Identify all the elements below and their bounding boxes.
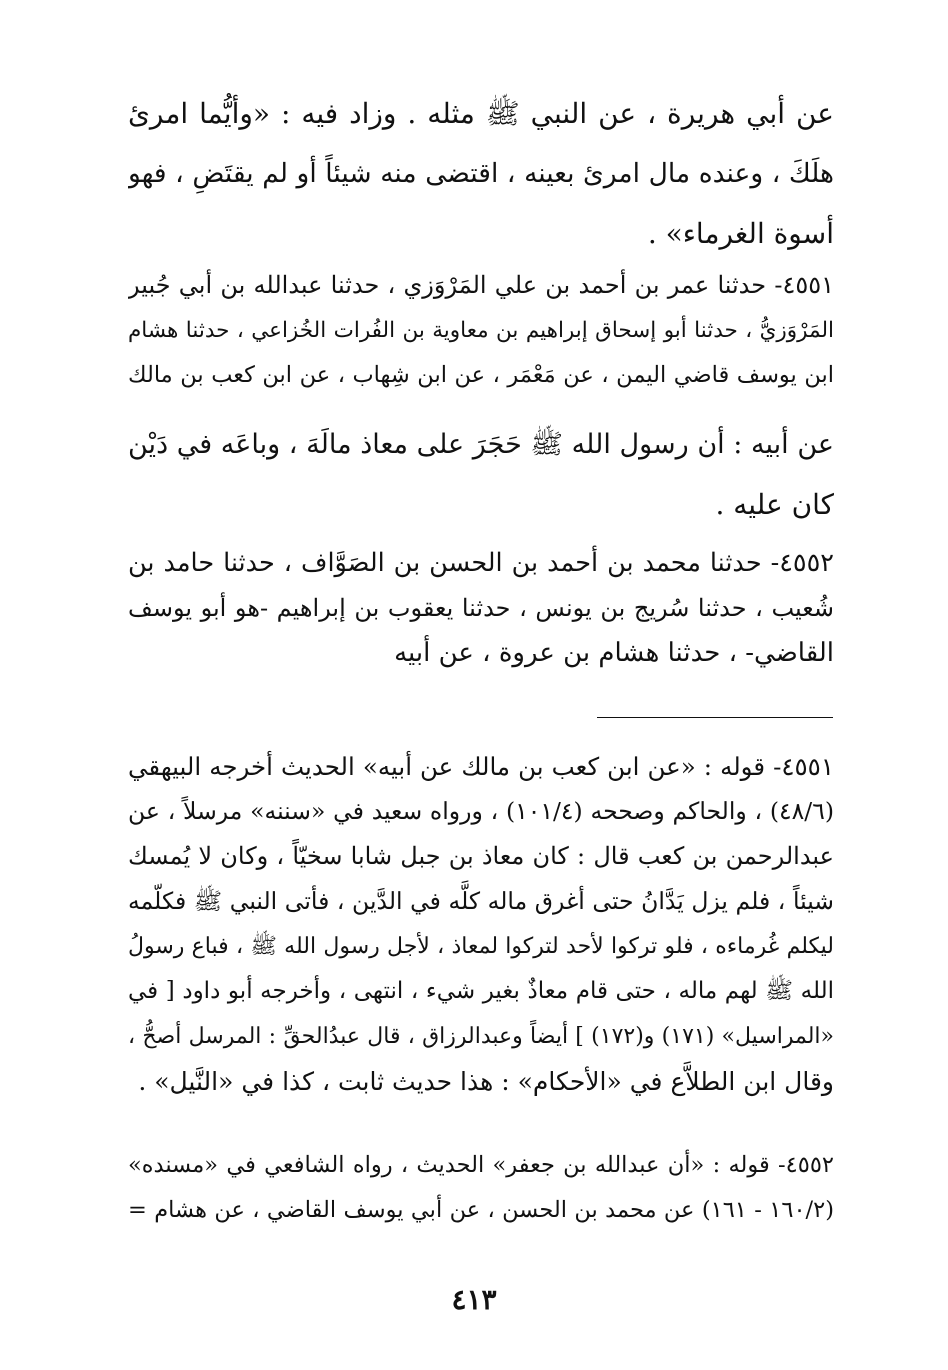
footnote-line: ليكلم غُرماءه ، فلو تركوا لأحد لتركوا لمعاذ ، لأجل رسول الله ﷺ ، فباع رسولُ <box>128 934 834 959</box>
footnote-line: ٤٥٥٢- قوله : «أن عبدالله بن جعفر» الحديث ، رواه الشافعي في «مسنده» <box>128 1152 834 1178</box>
footnote-4552 <box>128 1143 834 1233</box>
footnote-line: (١٦٠/٢ - ١٦١) عن محمد بن الحسن ، عن أبي يوسف القاضي ، عن هشام = <box>128 1197 834 1223</box>
hadith-4551-isnad <box>128 263 834 398</box>
footnote-line: (٤٨/٦) ، والحاكم وصححه (١٠١/٤) ، ورواه سعيد في «سننه» مرسلاً ، عن <box>128 797 834 825</box>
footnote-separator <box>597 717 833 718</box>
footnote-line: ٤٥٥١- قوله : «عن ابن كعب بن مالك عن أبيه» الحديث أخرجه البيهقي <box>128 752 834 781</box>
text-line: ٤٥٥١- حدثنا عمر بن أحمد بن علي المَرْوَزي ، حدثنا عبدالله بن أبي جُبير <box>128 271 834 299</box>
footnote-line: شيئاً ، فلم يزل يَدَّانُ حتى أغرق ماله كلَّه في الدَّين ، فأتى النبي ﷺ فكلّمه <box>128 887 834 915</box>
text-line: ٤٥٥٢- حدثنا محمد بن أحمد بن الحسن بن الصَوَّاف ، حدثنا حامد بن <box>128 548 834 578</box>
text-line: القاضي- ، حدثنا هشام بن عروة ، عن أبيه <box>394 638 834 668</box>
text-line: ابن يوسف قاضي اليمن ، عن مَعْمَر ، عن ابن شِهاب ، عن ابن كعب بن مالك <box>128 362 834 388</box>
footnote-line: وقال ابن الطلاَّع في «الأحكام» : هذا حديث ثابت ، كذا في «النَّيل» . <box>138 1067 834 1096</box>
text-line: أسوة الغرماء» . <box>647 217 834 250</box>
hadith-4551-matn <box>128 415 834 535</box>
paragraph-continuation <box>128 84 834 264</box>
text-line: عن أبيه : أن رسول الله ﷺ حَجَرَ على معاذ مالَهَ ، وباعَه في دَيْن <box>128 429 834 460</box>
footnote-line: الله ﷺ لهم ماله ، حتى قام معاذٌ بغير شيء ، انتهى ، وأخرجه أبو داود [ في <box>128 978 834 1004</box>
footnote-line: «المراسيل» (١٧١) و(١٧٢) ] أيضاً وعبدالرزاق ، قال عبدُالحقِّ : المرسل أصحُّ ، <box>128 1024 834 1049</box>
text-line: عن أبي هريرة ، عن النبي ﷺ مثله . وزاد فيه : «وأيُّما امرئ <box>128 97 834 130</box>
text-line: المَرْوَزيُّ ، حدثنا أبو إسحاق إبراهيم بن معاوية بن الفُرات الخُزاعي ، حدثنا هشام <box>128 318 834 343</box>
page-number: ٤١٣ <box>451 1283 497 1316</box>
text-line: كان عليه . <box>715 488 834 521</box>
footnote-line: عبدالرحمن بن كعب قال : كان معاذ بن جبل شابا سخيّاً ، وكان لا يُمسك <box>128 842 834 870</box>
hadith-4552-isnad <box>128 541 834 676</box>
text-line: شُعيب ، حدثنا سُريج بن يونس ، حدثنا يعقوب بن إبراهيم -هو أبو يوسف <box>128 594 834 622</box>
footnote-4551 <box>128 744 834 1104</box>
text-line: هلَكَ ، وعنده مال امرئ بعينه ، اقتضى منه شيئاً أو لم يقتَضِ ، فهو <box>128 158 834 189</box>
